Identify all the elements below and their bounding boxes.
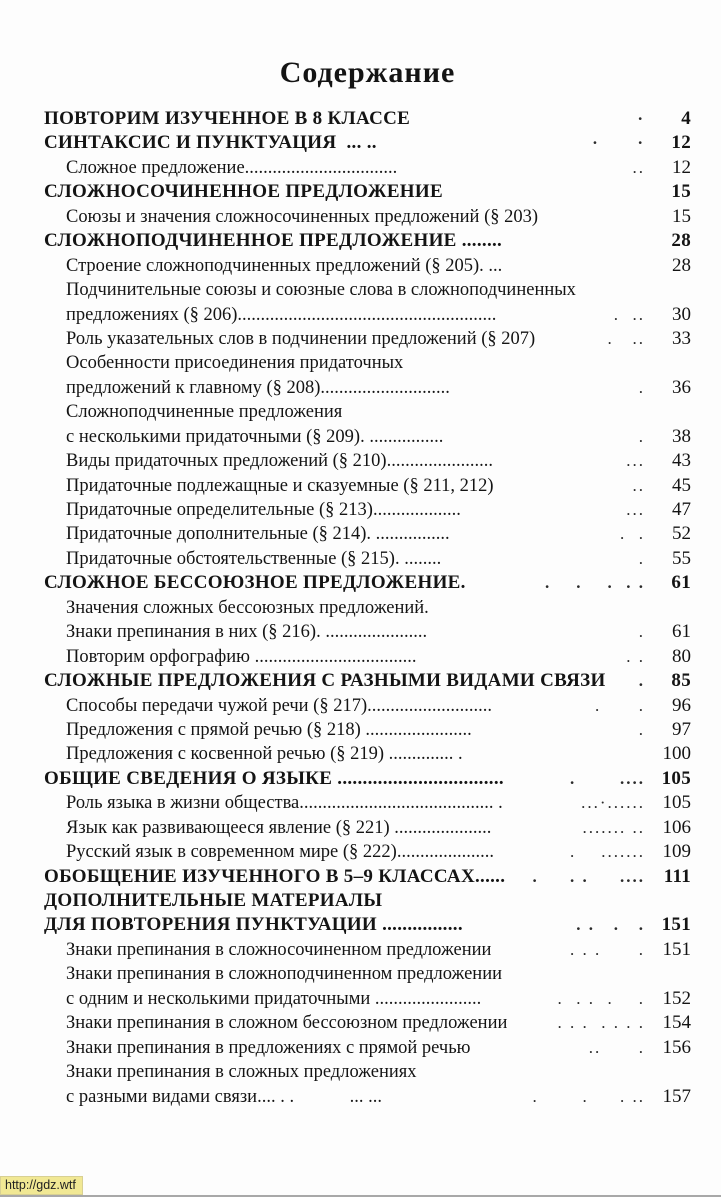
toc-row [44,742,691,766]
toc-entry-text: Язык как развивающееся явление (§ 221) ..................... [66,817,492,838]
toc-page-number: 156 [662,1036,691,1058]
leader-dots: . .. [607,328,645,348]
toc-entry-text: Виды придаточных предложений (§ 210)....................... [66,451,493,472]
toc-page-number: 151 [662,938,691,960]
toc-row [44,1036,691,1060]
toc-row [44,865,691,889]
leader-dots: .. . [588,1037,645,1057]
toc-page-number: 12 [672,156,691,178]
toc-entry-text: ДОПОЛНИТЕЛЬНЫЕ МАТЕРИАЛЫ [44,890,383,911]
toc-entry-text: Знаки препинания в сложных предложениях [66,1062,417,1083]
toc-row [44,718,691,742]
toc-row [44,547,691,571]
toc-row [44,1011,691,1035]
leader-dots: . . [626,646,645,666]
toc-entry-text: Знаки препинания в сложноподчиненном предложении [66,964,503,985]
leader-dots: . [638,622,645,642]
toc-page-number: 28 [672,254,691,276]
toc-entry-text: Роль указательных слов в подчинении предложений (§ 207) [66,328,536,349]
toc-entry-text: СЛОЖНОЕ БЕССОЮЗНОЕ ПРЕДЛОЖЕНИЕ. [44,572,466,594]
toc-row [44,669,691,693]
toc-row [44,596,691,620]
toc-row [44,1060,691,1084]
leader-dots: . [638,426,645,446]
leader-dots: . .... [570,768,645,788]
toc-row [44,571,691,595]
leader-dots: . [638,377,645,397]
leader-dots: . . . .... [532,866,645,886]
toc-row [44,645,691,669]
toc-entry-text: Предложения с прямой речью (§ 218) ....................... [66,719,472,740]
toc-entry-text: Знаки препинания в предложениях с прямой речью [66,1037,471,1058]
toc-entry-text: СЛОЖНОПОДЧИНЕННОЕ ПРЕДЛОЖЕНИЕ ........ [44,230,503,252]
toc-entry-text: Придаточные дополнительные (§ 214). ................ [66,524,450,545]
toc-page-number: 97 [672,718,691,740]
toc-page-number: 154 [662,1012,691,1034]
toc-entry-text: Особенности присоединения придаточных [66,353,404,374]
toc-page-number: 28 [671,230,691,252]
toc-entry-text: Знаки препинания в них (§ 216). ...................... [66,622,428,643]
toc-row [44,327,691,351]
toc-row [44,131,691,155]
toc-entry-text: Сложноподчиненные предложения [66,402,343,423]
toc-entry-text: с несколькими придаточными (§ 209). ................ [66,426,444,447]
toc-page-number: 30 [672,303,691,325]
toc-page-number: 152 [662,987,691,1009]
leader-dots: . . . . . . . [557,1013,645,1033]
toc-page-number: 61 [671,572,691,594]
toc-entry-text: с разными видами связи.... . . ... ... [66,1086,382,1107]
toc-row [44,791,691,815]
toc-row [44,522,691,546]
toc-row [44,376,691,400]
toc-page-number: 151 [661,914,691,936]
toc-page-number: 33 [672,327,691,349]
toc-entry-text: Предложения с косвенной речью (§ 219) .............. . [66,744,463,765]
leader-dots: .. [632,475,645,495]
toc-entry-text: Значения сложных бессоюзных предложений. [66,597,429,618]
toc-row [44,156,691,180]
toc-page-number: 96 [672,694,691,716]
toc-entry-text: Придаточные обстоятельственные (§ 215). ........ [66,548,442,569]
toc-row [44,351,691,375]
toc-row [44,278,691,302]
toc-row [44,840,691,864]
toc-row [44,987,691,1011]
toc-page-number: 38 [672,425,691,447]
toc-page-number: 4 [681,108,691,129]
toc-row [44,767,691,791]
toc-entry-text: Сложное предложение................................. [66,157,398,178]
leader-dots: · [637,109,645,128]
status-url-tooltip: http://gdz.wtf [0,1176,83,1195]
leader-dots: . [638,719,645,739]
leader-dots: . [638,548,645,568]
toc-page-number: 111 [663,865,691,887]
leader-dots: ...·...... [581,793,645,813]
toc-entry-text: СЛОЖНЫЕ ПРЕДЛОЖЕНИЯ С РАЗНЫМИ ВИДАМИ СВЯЗИ [44,670,606,692]
toc-row [44,474,691,498]
leader-dots: . . . . . [545,573,645,593]
toc-page-number: 105 [662,792,691,814]
toc-row [44,816,691,840]
toc-row [44,938,691,962]
toc-entry-text: ОБЩИЕ СВЕДЕНИЯ О ЯЗЫКЕ ................................. [44,767,504,789]
toc-entry-text: Придаточные определительные (§ 213)................... [66,500,461,520]
toc-row [44,205,691,229]
toc-row [44,913,691,937]
toc-row [44,229,691,253]
toc-entry-text: Строение сложноподчиненных предложений (§ 205). ... [66,255,503,276]
leader-dots: . ....... [570,842,645,862]
toc-page-number: 55 [672,547,691,569]
toc-page-number: 105 [661,767,691,789]
toc-page-number: 157 [662,1085,691,1107]
toc-page-number: 106 [662,816,691,838]
toc-page-number: 43 [672,450,691,472]
toc-page-number: 80 [672,645,691,667]
leader-dots: ....... .. [582,817,645,837]
toc-entry-text: Знаки препинания в сложносочиненном предложении [66,939,492,960]
toc-entry-text: предложениях (§ 206)........................................................ [66,304,497,325]
toc-page-number: 15 [672,205,691,227]
leader-dots: . . . . [570,939,645,959]
toc-entry-text: Союзы и значения сложносочиненных предложений (§ 203) [66,206,539,227]
toc-row [44,425,691,449]
toc-row [44,449,691,473]
toc-entry-text: Придаточные подлежащные и сказуемные (§ 211, 212) [66,475,494,496]
leader-dots: .. [632,157,645,177]
leader-dots: . .. [613,304,645,324]
toc-entry-text: Подчинительные союзы и союзные слова в сложноподчиненных [66,280,576,301]
toc-entry-text: Роль языка в жизни общества.......................................... . [66,793,503,814]
toc-page-number: 61 [672,621,691,643]
toc-entry-text: ДЛЯ ПОВТОРЕНИЯ ПУНКТУАЦИИ ................ [44,914,463,936]
leader-dots: · · [592,133,645,153]
toc-page-number: 47 [672,499,691,520]
toc-page-number: 45 [672,474,691,496]
leader-dots: . . . . [576,915,645,935]
toc-page-number: 12 [671,132,691,154]
toc-page-number: 36 [672,376,691,398]
toc-row [44,620,691,644]
toc-row [44,498,691,522]
leader-dots: . . . .. [532,1086,645,1106]
toc-row [44,694,691,718]
toc-page-number: 85 [671,670,691,692]
toc-row [44,962,691,986]
toc-page-number: 15 [671,181,691,203]
toc-entry-text: СИНТАКСИС И ПУНКТУАЦИЯ ... .. [44,132,377,154]
toc-row [44,303,691,327]
page-title: Содержание [279,56,456,89]
leader-dots: . . [595,695,645,715]
toc-entry-text: предложений к главному (§ 208)............................ [66,377,450,398]
toc-page-number: 100 [662,743,691,765]
toc-row [44,1085,691,1109]
leader-dots: . . . . . [557,988,645,1008]
leader-dots: ... [626,500,645,519]
toc-list [44,107,691,1109]
toc-row [44,400,691,424]
leader-dots: . [638,671,645,691]
toc-entry-text: с одним и несколькими придаточными ....................... [66,988,482,1009]
leader-dots: . . [620,524,645,544]
leader-dots: ... [626,451,645,471]
toc-entry-text: Повторим орфографию ................................... [66,646,417,667]
toc-entry-text: Русский язык в современном мире (§ 222)..................... [66,842,494,863]
toc-row [44,107,691,131]
toc-row [44,254,691,278]
toc-entry-text: Знаки препинания в сложном бессоюзном предложении [66,1013,508,1034]
toc-row [44,889,691,913]
toc-entry-text: ОБОБЩЕНИЕ ИЗУЧЕННОГО В 5–9 КЛАССАХ...... [44,865,506,887]
toc-row [44,180,691,204]
toc-entry-text: СЛОЖНОСОЧИНЕННОЕ ПРЕДЛОЖЕНИЕ [44,181,443,203]
toc-entry-text: ПОВТОРИМ ИЗУЧЕННОЕ В 8 КЛАССЕ [44,108,411,129]
toc-entry-text: Способы передачи чужой речи (§ 217)........................... [66,695,492,716]
toc-page-number: 52 [672,523,691,545]
toc-page-number: 109 [662,841,691,863]
